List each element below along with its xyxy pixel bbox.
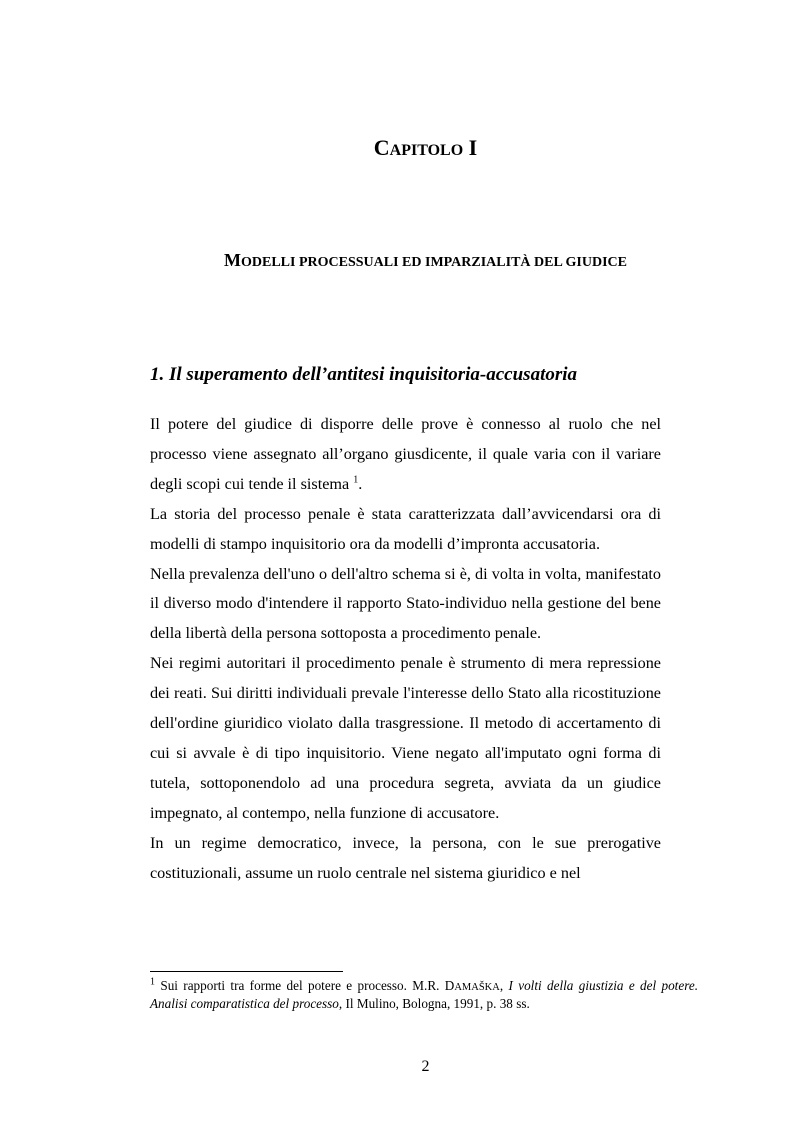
- paragraph-1-text: Il potere del giudice di disporre delle prove è connesso al ruolo che nel processo viene assegnato all’organo giusdicente, il quale varia con il variare degli scopi cui tende il sistema: [150, 415, 661, 493]
- footnote-text-before: Sui rapporti tra forme del potere e processo. M.R.: [155, 978, 445, 993]
- paragraph-5: In un regime democratico, invece, la persona, con le sue prerogative costituzionali, assume un ruolo centrale nel sistema giuridico e nel: [150, 833, 661, 882]
- paragraph-1: [150, 410, 661, 500]
- footnote-reference: 1: [353, 474, 359, 486]
- footnote-number: 1: [150, 976, 155, 988]
- footnote-comma: ,: [499, 978, 509, 993]
- chapter-subtitle-smallcaps: ODELLI PROCESSUALI ED IMPARZIALITÀ DEL GIUDICE: [241, 255, 627, 270]
- chapter-numeral: I: [463, 135, 478, 160]
- chapter-subtitle-initial: M: [224, 250, 241, 270]
- body-text: [150, 410, 661, 889]
- chapter-title: [0, 134, 793, 165]
- footnote-text-after: , Il Mulino, Bologna, 1991, p. 38 ss.: [338, 996, 530, 1011]
- footnote-book-title: I volti della giustizia e del potere. Analisi comparatistica del processo: [150, 978, 698, 1011]
- chapter-title-smallcaps: APITOLO: [389, 142, 464, 159]
- footnote-author-smallcaps: AMAŠKA: [454, 982, 500, 993]
- footnote-divider: [150, 971, 343, 972]
- chapter-title-initial: C: [373, 135, 390, 160]
- paragraph-1-end: .: [358, 474, 363, 493]
- paragraph-3: Nella prevalenza dell'uno o dell'altro schema si è, di volta in volta, manifestato il diverso modo d'intendere il rapporto Stato-individuo nella gestione del bene della libertà della persona sottoposta a procedimento penale.: [150, 564, 661, 643]
- chapter-subtitle: [0, 248, 793, 275]
- paragraph-2: La storia del processo penale è stata caratterizzata dall’avvicendarsi ora di modelli di stampo inquisitorio ora da modelli d’impronta accusatoria.: [150, 504, 661, 553]
- section-heading: 1. Il superamento dell’antitesi inquisitoria-accusatoria: [150, 364, 578, 385]
- page-number: 2: [421, 1058, 430, 1075]
- paragraph-4: Nei regimi autoritari il procedimento penale è strumento di mera repressione dei reati. Sui diritti individuali prevale l'interesse dello Stato alla ricostituzione dell'ordine giuridico violato dalla trasgressione. Il metodo di accertamento di cui si avvale è di tipo inquisitorio. Viene negato all'imputato ogni forma di tutela, sottoponendolo ad una procedura segreta, avviata da un giudice impegnato, al contempo, nella funzione di accusatore.: [150, 654, 661, 822]
- footnote-author-initial: D: [444, 978, 455, 993]
- footnote: [150, 978, 698, 1012]
